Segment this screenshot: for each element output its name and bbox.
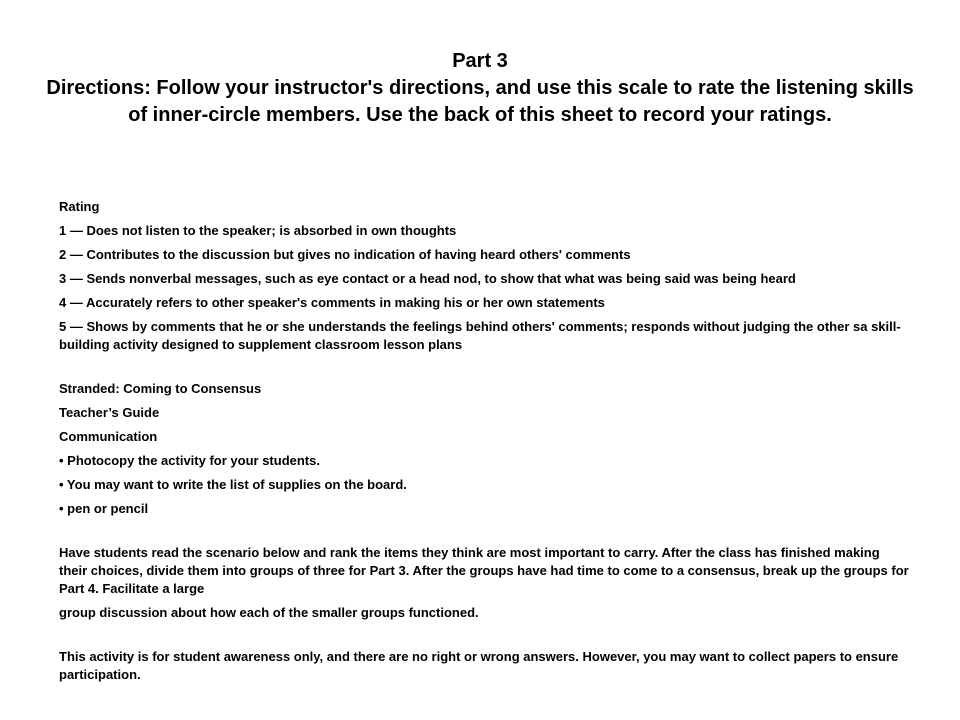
instructions-paragraph-3: This activity is for student awareness only, and there are no right or wrong answers. However, you may want to collect papers to ensure participation. <box>59 649 899 682</box>
instructions-paragraph-2: group discussion about how each of the smaller groups functioned. <box>59 605 479 620</box>
part-heading: Part 3 <box>452 50 508 72</box>
rating-item-3: 3 — Sends nonverbal messages, such as eye contact or a head nod, to show that what was being said was being heard <box>59 271 796 286</box>
instructions-paragraph-1: Have students read the scenario below and rank the items they think are most important to carry. After the class has finished making their choices, divide them into groups of three for Part 3. After the groups have had time to come to a consensus, break up the groups for Part 4. Facilitate a large <box>59 545 909 596</box>
section-spacer <box>59 524 909 544</box>
guide-title: Stranded: Coming to Consensus <box>59 381 262 396</box>
title-block <box>40 48 920 129</box>
rating-item-2: 2 — Contributes to the discussion but gives no indication of having heard others' comments <box>59 247 631 262</box>
body-text <box>59 198 909 690</box>
section-spacer <box>59 628 909 648</box>
guide-topic: Communication <box>59 429 158 444</box>
rating-item-5: 5 — Shows by comments that he or she understands the feelings behind others' comments; responds without judging the other sa skill-building activity designed to supplement classroom lesson plans <box>59 319 901 352</box>
directions-heading: Directions: Follow your instructor's directions, and use this scale to rate the listening skills of inner-circle members. Use the back of this sheet to record your ratings. <box>46 77 914 126</box>
rating-item-4: 4 — Accurately refers to other speaker's comments in making his or her own statements <box>59 295 605 310</box>
guide-bullet-3: • pen or pencil <box>59 501 149 516</box>
guide-bullet-1: • Photocopy the activity for your students. <box>59 453 320 468</box>
section-spacer <box>59 360 909 380</box>
guide-subtitle: Teacher’s Guide <box>59 405 160 420</box>
rating-heading: Rating <box>59 199 100 214</box>
rating-item-1: 1 — Does not listen to the speaker; is absorbed in own thoughts <box>59 223 457 238</box>
guide-bullet-2: • You may want to write the list of supplies on the board. <box>59 477 407 492</box>
